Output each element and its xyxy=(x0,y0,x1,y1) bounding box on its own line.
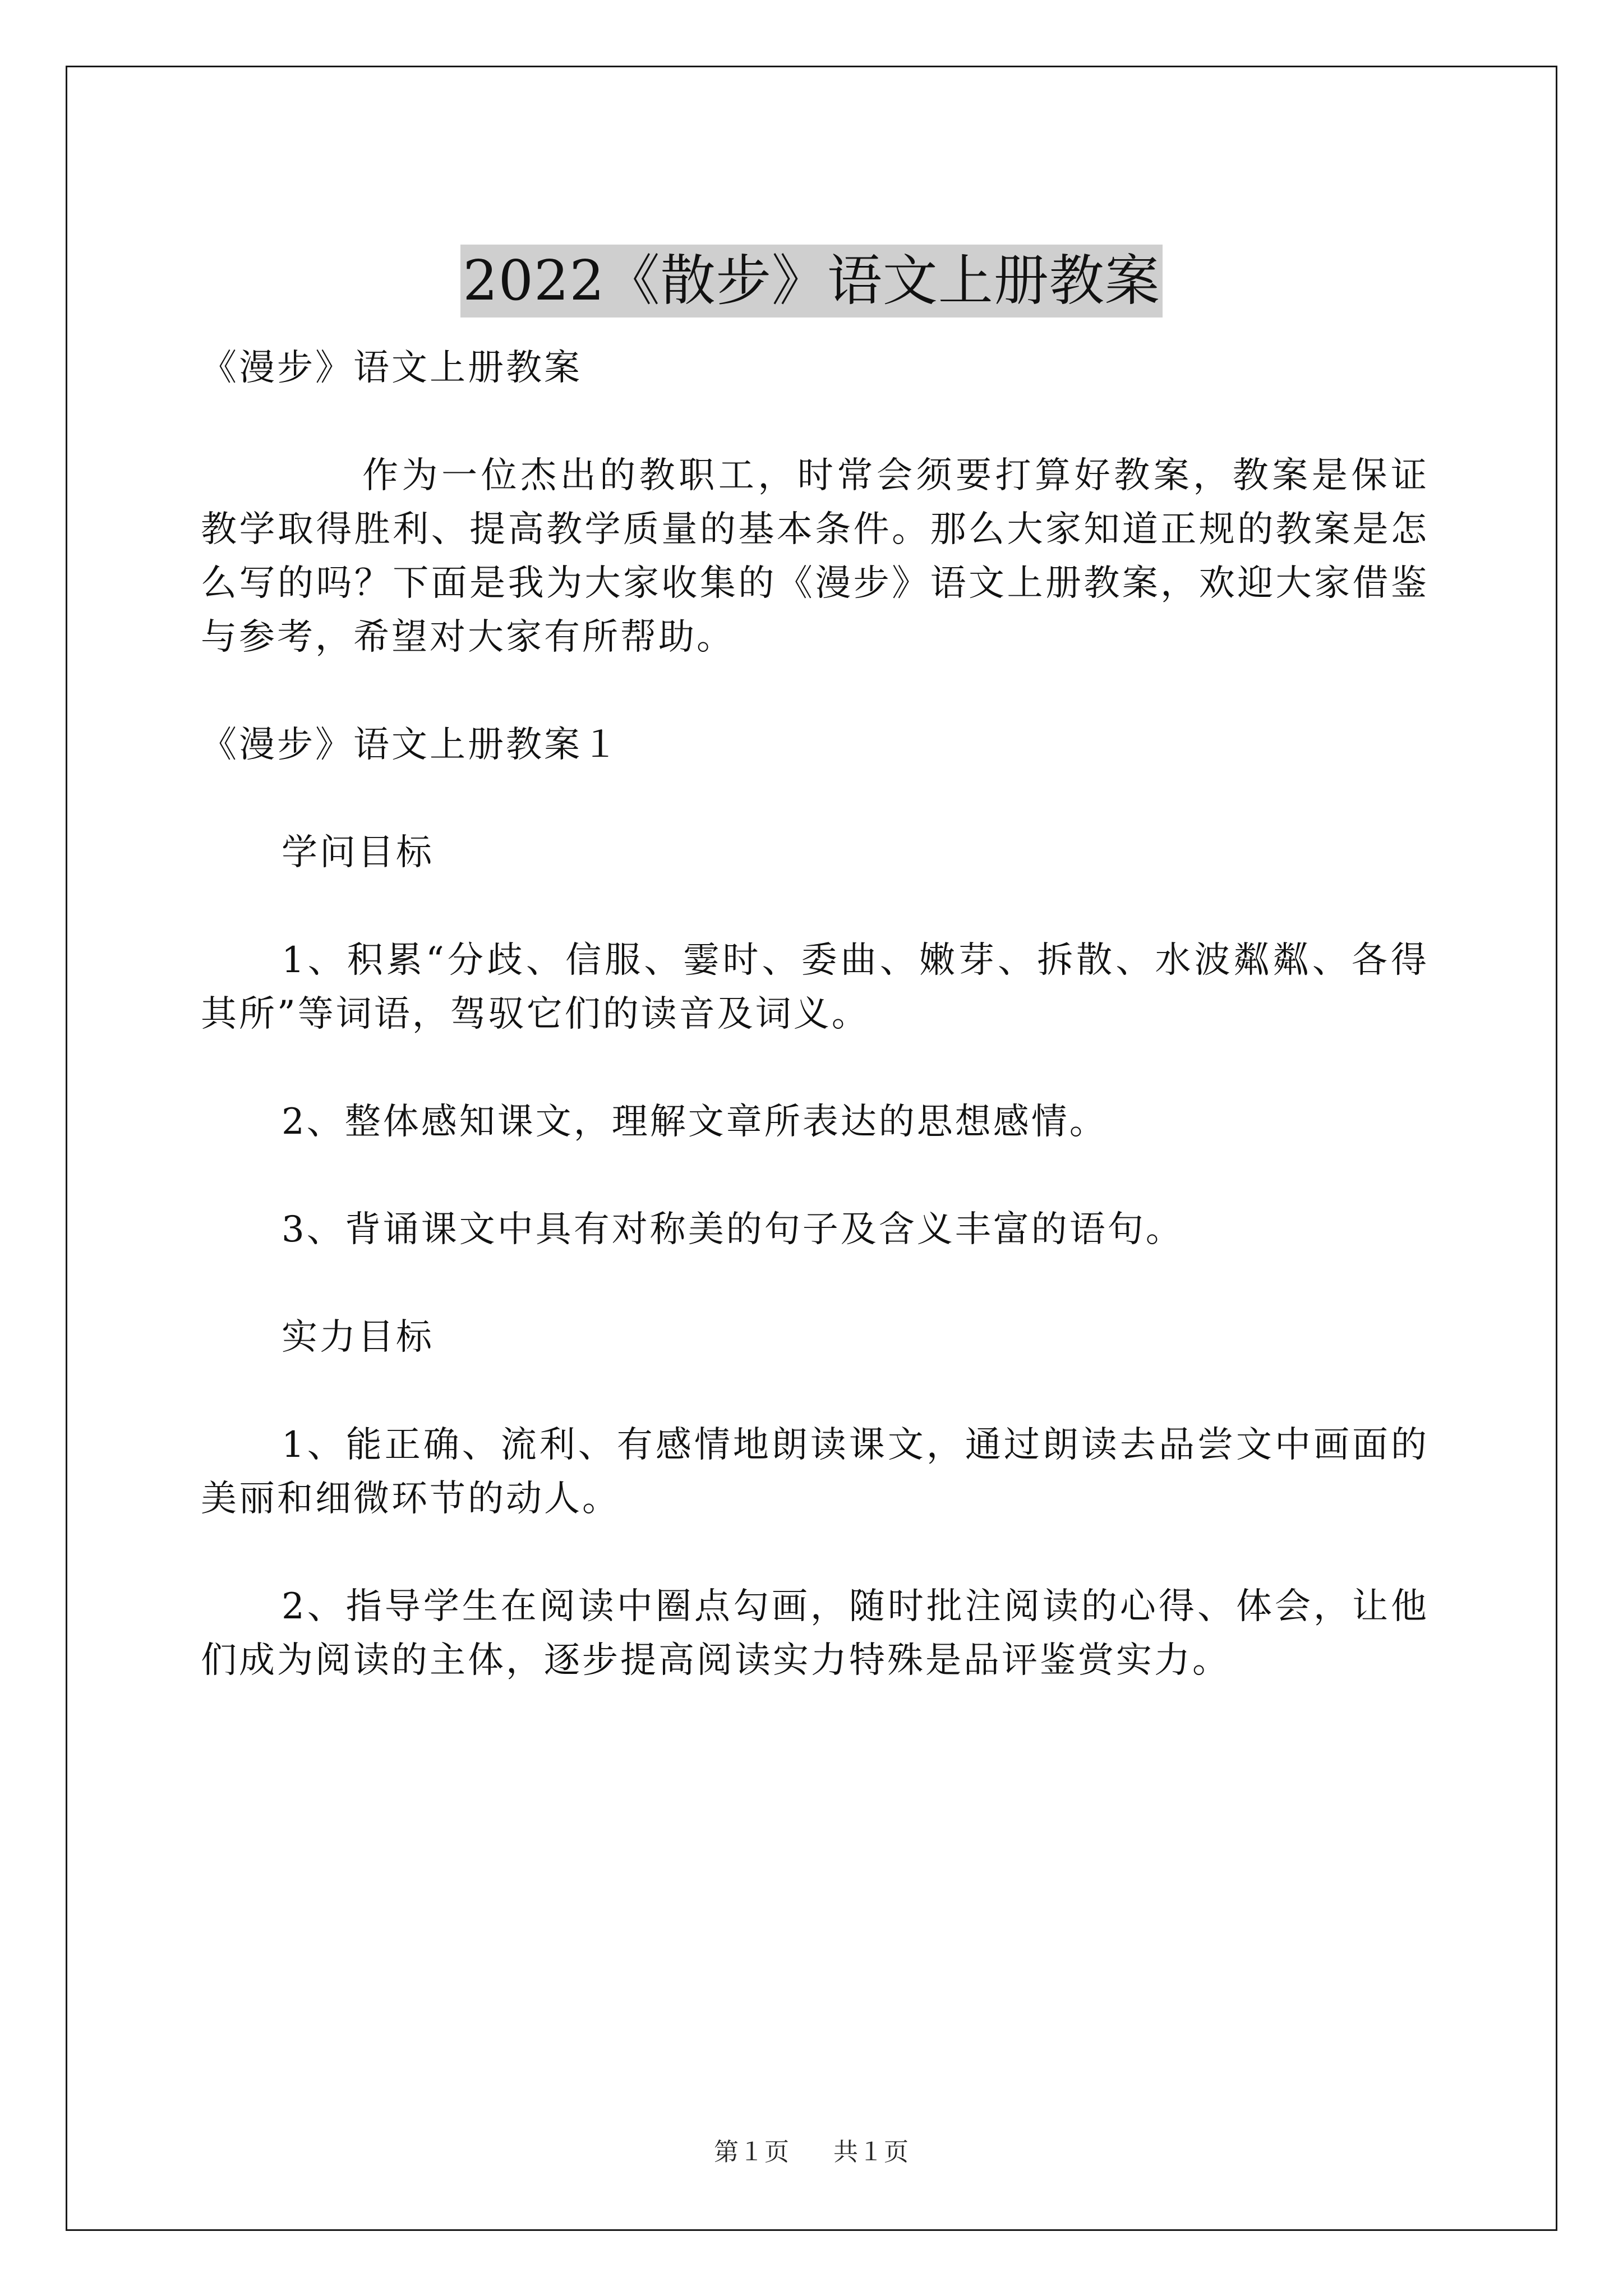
document-title: 2022《散步》语文上册教案 xyxy=(460,245,1162,318)
paragraph-subtitle: 《漫步》语文上册教案 xyxy=(201,347,582,389)
paragraph-intro: 作为一位杰出的教职工，时常会须要打算好教案，教案是保证教学取得胜利、提高教学质量的基本条件。那么大家知道正规的教案是怎么写的吗？下面是我为大家收集的《漫步》语文上册教案，欢迎大家借鉴与参考，希望对大家有所帮助。 xyxy=(201,455,1429,658)
paragraph-knowledge-1: 1、积累“分歧、信服、霎时、委曲、嫩芽、拆散、水波粼粼、各得其所”等词语，驾驭它们的读音及词义。 xyxy=(201,940,1429,1035)
paragraph-knowledge-3: 3、背诵课文中具有对称美的句子及含义丰富的语句。 xyxy=(282,1209,1184,1250)
page-total: 共１页 xyxy=(833,2138,909,2166)
page-footer xyxy=(0,2132,1623,2168)
page-number: 第１页 xyxy=(714,2138,790,2166)
paragraph-knowledge-2: 2、整体感知课文，理解文章所表达的思想感情。 xyxy=(282,1101,1108,1143)
paragraph-ability-2: 2、指导学生在阅读中圈点勾画，随时批注阅读的心得、体会，让他们成为阅读的主体，逐步提高阅读实力特殊是品评鉴赏实力。 xyxy=(201,1586,1429,1681)
document-body xyxy=(201,341,1429,1741)
paragraph-ability-heading: 实力目标 xyxy=(282,1317,434,1358)
paragraph-knowledge-heading: 学问目标 xyxy=(282,832,434,873)
paragraph-section-heading: 《漫步》语文上册教案１ xyxy=(201,724,620,766)
paragraph-ability-1: 1、能正确、流利、有感情地朗读课文，通过朗读去品尝文中画面的美丽和细微环节的动人。 xyxy=(201,1424,1429,1520)
